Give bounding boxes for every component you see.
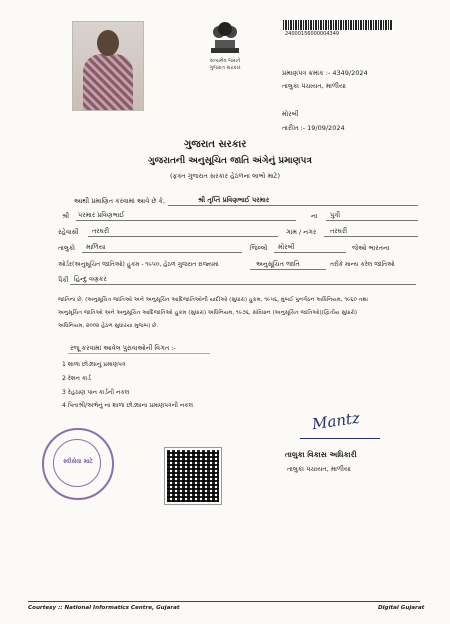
taluka-value: માળિયા: [86, 243, 106, 251]
certificate-title: ગુજરાતની અનુસૂચિત જાતિ અંગેનું પ્રમાણપત્ર: [148, 156, 312, 166]
order-text: ઓર્ડર(અનુસૂચિત જાતિઓ) હુકમ - ૧૯૫૦, હેઠળ ગુજરાત રાજ્યમાં: [58, 261, 219, 268]
caste-underline: [70, 284, 416, 285]
village-value: તરઘરી: [330, 227, 348, 235]
category-value: અનુસૂચિત જાતિ: [256, 260, 300, 268]
certificate-number: પ્રમાણપત્ર ક્રમાંક :- 4349/2024: [282, 69, 368, 77]
barcode-text: 24000156000004349: [285, 31, 340, 37]
legal-para-2: અનુસૂચિત જાતિઓ અને અનુસૂચિત આદિજાતિઓ હુકમ (સુધારા) અધિનિયમ, ૧૯૭૬, સંવિધાન (અનુસૂચિત જાતિઓ)(દ્વિતીય સુધારો): [58, 310, 358, 316]
office-stamp: [42, 428, 114, 500]
applicant-name: શ્રી તૃપ્તિ પ્રવિણભાઈ પરમાર: [198, 196, 270, 204]
footer-brand: Digital Gujarat: [378, 605, 425, 611]
village-label: ગામ / નગર: [286, 228, 317, 236]
document-item-2: 2 રેશન કાર્ડ: [62, 375, 91, 382]
intro-text: આથી પ્રમાણિત કરવામાં આવે છે કે,: [74, 197, 166, 205]
signatory-title: તાલુકા વિકાસ અધિકારી: [285, 450, 357, 459]
name-underline: [168, 205, 418, 206]
issuing-office: તાલુકા પંચાયત, માળીયા: [282, 82, 346, 90]
relation-value: પુત્રી: [330, 211, 341, 219]
legal-para-1: જાતિના છે. (અનુસૂચિત જાતિઓ અને અનુસૂચિત આદિજાતિઓની યાદીઓ (સુધારા) હુકમ, ૧૯૫૬, મુંબઈ પુનર્ગઠન અધિનિયમ, ૧૯૬૦ તથા: [58, 297, 369, 303]
caste-prefix: પૈકી: [58, 276, 69, 284]
district-value: મોરબી: [278, 243, 295, 251]
photo-head: [97, 30, 119, 56]
state-emblem-icon: [205, 18, 245, 56]
relation-underline: [326, 220, 418, 221]
applicant-photo: [72, 21, 144, 111]
village-underline: [324, 236, 418, 237]
issue-date: તારીખ :- 19/09/2024: [282, 124, 345, 132]
qr-code: [165, 448, 221, 504]
taluka-underline: [82, 252, 242, 253]
document-item-4: 4 પિતાશ્રી/અભેનું ના શાળા છોડ્યાના પ્રમાણપત્રની નકલ: [62, 402, 194, 409]
father-underline: [76, 220, 296, 221]
district-location: મોરબી: [282, 110, 299, 118]
category-underline: [250, 269, 326, 270]
relation-label: ના: [311, 212, 318, 220]
emblem-caption-1: સત્યમેવ જયતે: [209, 58, 241, 64]
documents-underline: [68, 353, 210, 354]
resident-value: તરઘરી: [92, 227, 110, 235]
order-tail: તરીકે માન્ય કરેલ જાતિઓ: [330, 261, 395, 268]
document-item-1: 1 શાળા છોડ્યાનું પ્રમાણપત્ર: [62, 361, 126, 368]
father-name: પરમાર પ્રવિણભાઈ: [78, 211, 125, 219]
caste-value: હિન્દુ વણકર: [74, 275, 107, 283]
emblem-caption-2: ગુજરાત સરકાર: [209, 65, 241, 71]
signatory-office: તાલુકા પંચાયત, માળીયા: [287, 465, 351, 473]
resident-label: રહેવાસી: [58, 228, 79, 236]
stamp-text: સ્વીસેવા માટે: [63, 458, 93, 465]
signature-stroke: [300, 438, 380, 439]
state-tail: જેઓ ભારતના: [352, 244, 390, 252]
district-underline: [274, 252, 346, 253]
gov-title: ગુજરાત સરકાર: [184, 139, 247, 150]
signature-scribble: Mantz: [310, 408, 361, 434]
district-label: જિલ્લો: [250, 244, 268, 252]
father-prefix: શ્રી: [62, 212, 70, 220]
documents-heading: રજૂ કરવામાં આવેલ પુરાવાઓની વિગત :-: [70, 344, 176, 352]
legal-para-3: અધિનિયમ, ૨૦૦૨ હેઠળ સુધારયા મુજબ) છે.: [58, 323, 159, 329]
taluka-label: તાલુકો: [58, 244, 76, 252]
footer-rule: [28, 601, 420, 602]
certificate-subtitle: (ફક્ત ગુજરાત સરકાર હેઠળના લાભો માટે): [170, 172, 280, 180]
barcode: [283, 20, 393, 30]
resident-underline: [88, 236, 278, 237]
document-item-3: 3 રેહઠાણ પાન કાર્ડની નકલ: [62, 389, 130, 396]
photo-body: [83, 54, 133, 111]
footer-courtesy: Courtesy :: National Informatics Centre, Gujarat: [28, 605, 180, 611]
